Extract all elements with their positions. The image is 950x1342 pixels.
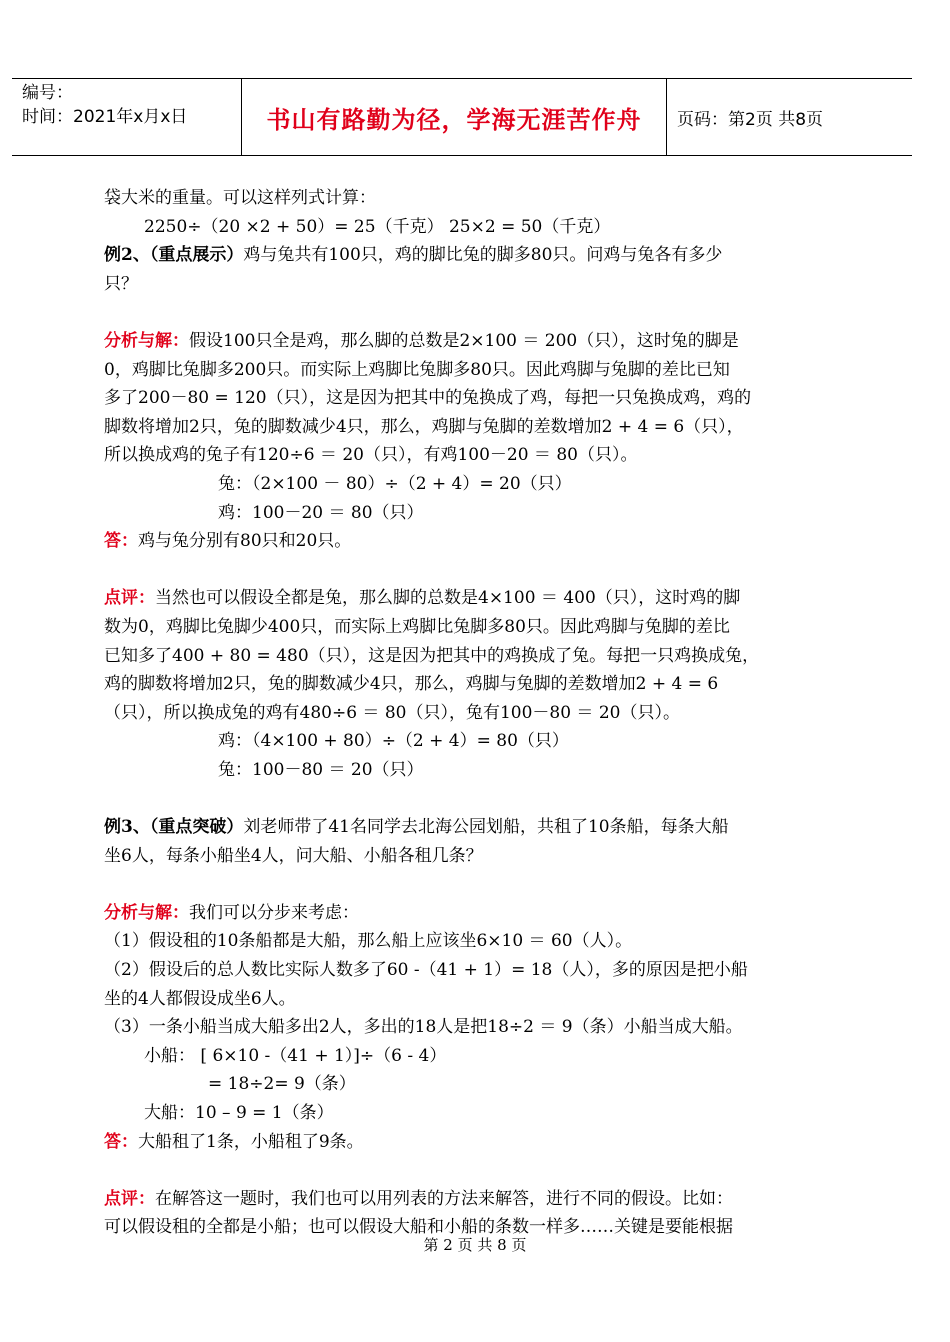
text-line: 所以换成鸡的兔子有120÷6 ＝ 20（只），有鸡100－20 ＝ 80（只）。	[104, 445, 638, 466]
answer-line: 答：大船租了1条，小船租了9条。	[104, 1131, 364, 1152]
text-line: 数为0，鸡脚比兔脚少400只，而实际上鸡脚比兔脚多80只。因此鸡脚与兔脚的差比	[104, 616, 730, 637]
section-label: 答：	[104, 531, 138, 552]
text-line: 坐6人，每条小船坐4人，问大船、小船各租几条？	[104, 845, 483, 866]
analysis-line	[104, 327, 834, 356]
analysis-line: 分析与解：我们可以分步来考虑：	[104, 902, 359, 923]
formula-line: 小船： [ 6×10 -（41 + 1）]÷（6 - 4）	[144, 1045, 447, 1066]
number-label: 编号：	[22, 83, 73, 103]
formula-line: 大船：10 – 9 = 1（条）	[144, 1103, 334, 1123]
section-label: 答：	[104, 1131, 138, 1152]
example-text: 鸡与兔共有100只，鸡的脚比兔的脚多80只。问鸡与兔各有多少	[243, 245, 723, 266]
page-footer: 第 2 页 共 8 页	[423, 1236, 527, 1254]
document-body	[104, 184, 834, 1242]
example-2-heading	[104, 241, 834, 270]
text-line: 已知多了400 + 80 = 480（只），这是因为把其中的鸡换成了兔。每把一只鸡换成兔，	[104, 645, 760, 666]
formula-line: 鸡：（4×100 + 80）÷（2 + 4）= 80（只）	[218, 731, 569, 752]
text-line: 可以假设租的全都是小船；也可以假设大船和小船的条数一样多……关键是要能根据	[104, 1217, 733, 1238]
text-line: 袋大米的重量。可以这样列式计算：	[104, 188, 376, 208]
text-line: 脚数将增加2只，兔的脚数减少4只，那么，鸡脚与兔脚的差数增加2 + 4 = 6（只），	[104, 416, 744, 437]
step-line: （1）假设租的10条船都是大船，那么船上应该坐6×10 ＝ 60（人）。	[104, 931, 633, 952]
text-line: 0，鸡脚比兔脚多200只。而实际上鸡脚比兔脚多80只。因此鸡脚与兔脚的差比已知	[104, 359, 730, 380]
header-meta	[12, 79, 242, 155]
answer-line: 答：鸡与兔分别有80只和20只。	[104, 531, 352, 552]
page-header	[12, 78, 912, 156]
example-label: 例2、（重点展示）	[104, 245, 244, 266]
text-line: 坐的4人都假设成坐6人。	[104, 988, 296, 1009]
comment-line: 点评：在解答这一题时，我们也可以用列表的方法来解答，进行不同的假设。比如：	[104, 1188, 733, 1209]
text-line: （只），所以换成兔的鸡有480÷6 ＝ 80（只），兔有100－80 ＝ 20（只）。	[104, 702, 680, 723]
section-label: 分析与解：	[104, 330, 189, 351]
header-motto: 书山有路勤为径，学海无涯苦作舟	[242, 79, 667, 155]
section-label: 分析与解：	[104, 902, 189, 923]
text-line: 鸡的脚数将增加2只，兔的脚数减少4只，那么，鸡脚与兔脚的差数增加2 + 4 = 6	[104, 674, 719, 695]
formula-line: 兔：（2×100 － 80）÷（2 + 4）= 20（只）	[218, 473, 572, 494]
comment-line: 点评：当然也可以假设全都是兔，那么脚的总数是4×100 ＝ 400（只），这时鸡的脚	[104, 588, 741, 609]
section-label: 点评：	[104, 588, 155, 609]
formula-line: = 18÷2= 9（条）	[208, 1074, 356, 1095]
example-text: 刘老师带了41名同学去北海公园划船，共租了10条船，每条大船	[243, 817, 729, 838]
text-line: 只？	[104, 273, 138, 294]
formula-line: 2250÷（20 ×2 + 50）= 25（千克） 25×2 = 50（千克）	[144, 216, 611, 237]
section-label: 点评：	[104, 1188, 155, 1209]
text-line: 分析与解：假设100只全是鸡，那么脚的总数是2×100 ＝ 200（只），这时兔的脚是	[104, 330, 739, 351]
time-label: 时间：2021年x月x日	[22, 107, 188, 127]
step-line: （2）假设后的总人数比实际人数多了60 -（41 + 1）= 18（人），多的原因是把小船	[104, 960, 748, 981]
example-3-heading	[104, 813, 834, 842]
header-page-label: 页码：第2页 共8页	[677, 109, 824, 130]
step-line: （3）一条小船当成大船多出2人，多出的18人是把18÷2 ＝ 9（条）小船当成大船。	[104, 1017, 743, 1038]
formula-line: 鸡：100－20 ＝ 80（只）	[218, 502, 424, 523]
example-label: 例3、（重点突破）	[104, 817, 244, 838]
text-line: 多了200－80 = 120（只），这是因为把其中的兔换成了鸡，每把一只兔换成鸡，鸡的	[104, 388, 752, 409]
formula-line: 兔：100－80 ＝ 20（只）	[218, 759, 424, 780]
